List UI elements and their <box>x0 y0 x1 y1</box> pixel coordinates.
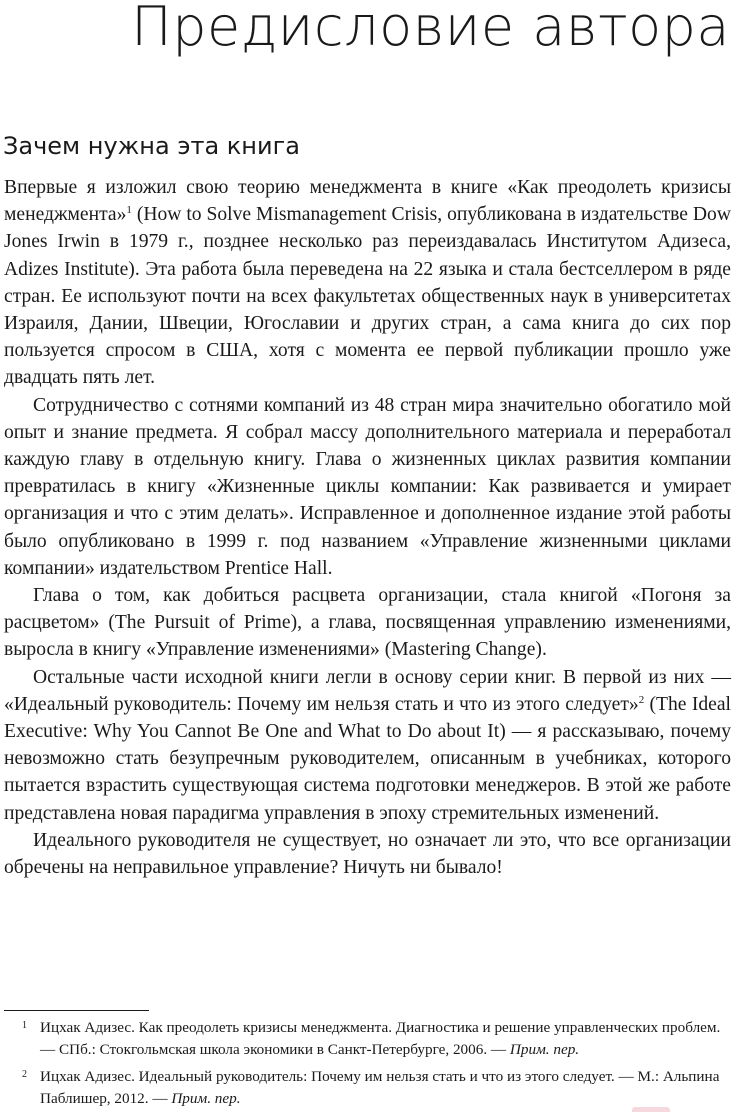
paragraph-5: Идеального руководителя не существует, но означает ли это, что все организации обречены на неправильное управление? Ничуть ни бывало! <box>4 829 731 879</box>
footnotes <box>0 1017 736 1115</box>
footnote-divider <box>4 1010 149 1011</box>
footnote-1-mark: 1 <box>22 1020 27 1031</box>
paragraph-4-text-end: (The Ideal Executive: Why You Cannot Be One and What to Do about It) — я рассказываю, почему невозможно стать безупречным руководителем, описанным в учебниках, которого пытается взрастить существующая система подготовки менеджеров. В этой же работе представлена новая парадигма управления в эпоху стремительных изменений. <box>4 693 731 824</box>
chapter-title: Предисловие автора <box>131 0 730 58</box>
footnote-2-text: Ицхак Адизес. Идеальный руководитель: Почему им нельзя стать и что из этого следует. — М.: Альпина Паблишер, 2012. — <box>40 1068 720 1107</box>
footnote-ref-2[interactable]: 2 <box>638 693 645 706</box>
section-heading: Зачем нужна эта книга <box>3 132 300 160</box>
footnote-2 <box>0 1066 736 1109</box>
paragraph-1-text-start: Впервые я изложил свою теорию менеджмента в книге «Как преодолеть кризисы менеджмента» <box>4 177 731 226</box>
page-corner-marker <box>632 1107 670 1112</box>
paragraph-1-text-end: (How to Solve Mismanagement Crisis, опубликована в издательстве Dow Jones Irwin в 1979 г., позднее несколько раз переиздавалась Институтом Адизеса, Adizes Institute). Эта работа была переведена на 22 языка и стала бестселлером в ряде стран. Ее используют почти на всех факультетах общественных наук в университетах Израиля, Дании, Швеции, Югославии и других стран, а сама книга до сих пор пользуется спросом в США, хотя с момента ее первой публикации прошло уже двадцать пять лет. <box>4 204 731 389</box>
footnote-2-translator-note: Прим. пер. <box>171 1089 241 1107</box>
paragraph-4 <box>4 664 731 827</box>
footnote-1 <box>0 1017 736 1060</box>
paragraph-2: Сотрудничество с сотнями компаний из 48 стран мира значительно обогатило мой опыт и знание предмета. Я собрал массу дополнительного материала и переработал каждую главу в отдельную книгу. Глава о жизненных циклах развития компании превратилась в книгу «Жизненные циклы компании: Как развивается и умирает организация и что с этим делать». Исправленное и дополненное издание этой работы было опубликовано в 1999 г. под названием «Управление жизненными циклами компании» издательством Prentice Hall. <box>4 394 731 579</box>
paragraph-1 <box>4 174 731 392</box>
footnote-2-mark: 2 <box>22 1069 27 1080</box>
footnote-ref-1[interactable]: 1 <box>126 204 132 217</box>
paragraph-3: Глава о том, как добиться расцвета организации, стала книгой «Погоня за расцветом» (The Pursuit of Prime), а глава, посвященная управлению изменениями, выросла в книгу «Управление изменениями» (Mastering Change). <box>4 585 731 661</box>
paragraph-4-text-start: Остальные части исходной книги легли в основу серии книг. В первой из них — «Идеальный руководитель: Почему им нельзя стать и что из этого следует» <box>4 666 731 715</box>
footnote-1-text: Ицхак Адизес. Как преодолеть кризисы менеджмента. Диагностика и решение управленческих проблем. — СПб.: Стокгольмская школа экономики в Санкт-Петербурге, 2006. — <box>40 1019 721 1058</box>
footnote-1-translator-note: Прим. пер. <box>509 1040 580 1058</box>
body-text <box>4 174 731 881</box>
